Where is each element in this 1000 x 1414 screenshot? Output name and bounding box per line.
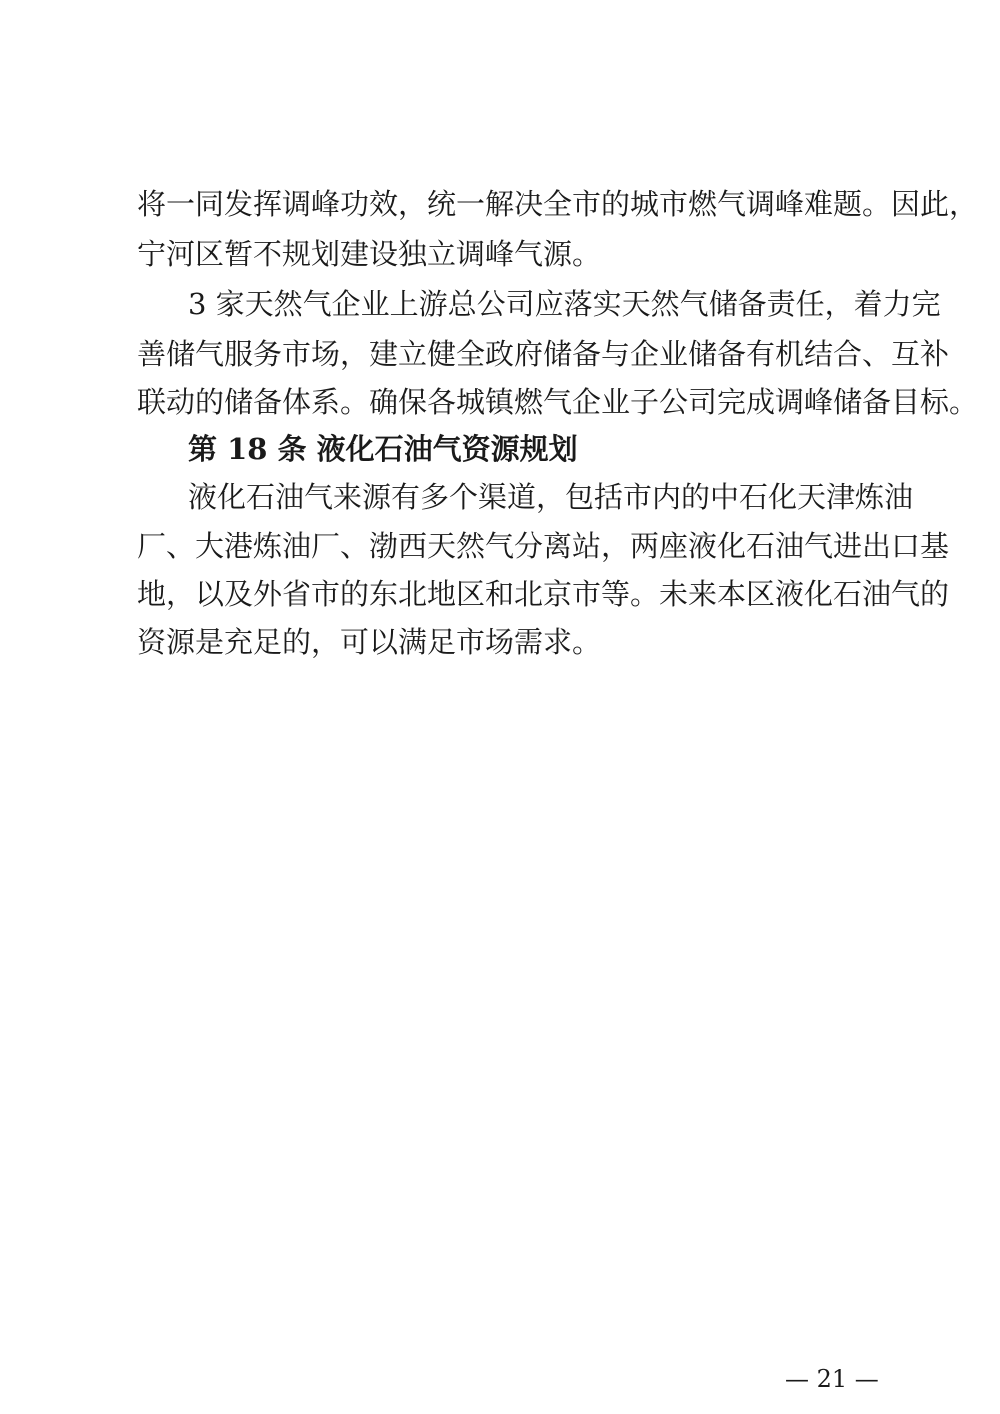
paragraph-1-line-1: 将一同发挥调峰功效，统一解决全市的城市燃气调峰难题。因此， <box>137 187 979 221</box>
paragraph-3-line-1: 液化石油气来源有多个渠道，包括市内的中石化天津炼油 <box>188 480 914 514</box>
paragraph-2-line-3: 联动的储备体系。确保各城镇燃气企业子公司完成调峰储备目标。 <box>137 385 979 419</box>
paragraph-3-line-2: 厂、大港炼油厂、渤西天然气分离站，两座液化石油气进出口基 <box>137 529 950 563</box>
page-number: — 21 — <box>785 1365 879 1393</box>
paragraph-1-line-2: 宁河区暂不规划建设独立调峰气源。 <box>137 237 602 271</box>
section-heading: 第 18 条 液化石油气资源规划 <box>188 432 578 466</box>
paragraph-3-line-3: 地，以及外省市的东北地区和北京市等。未来本区液化石油气的 <box>137 577 950 611</box>
paragraph-3-line-4: 资源是充足的，可以满足市场需求。 <box>137 625 602 659</box>
paragraph-2-line-2: 善储气服务市场，建立健全政府储备与企业储备有机结合、互补 <box>137 337 950 371</box>
paragraph-2-line-1: 3 家天然气企业上游总公司应落实天然气储备责任，着力完 <box>188 287 941 321</box>
